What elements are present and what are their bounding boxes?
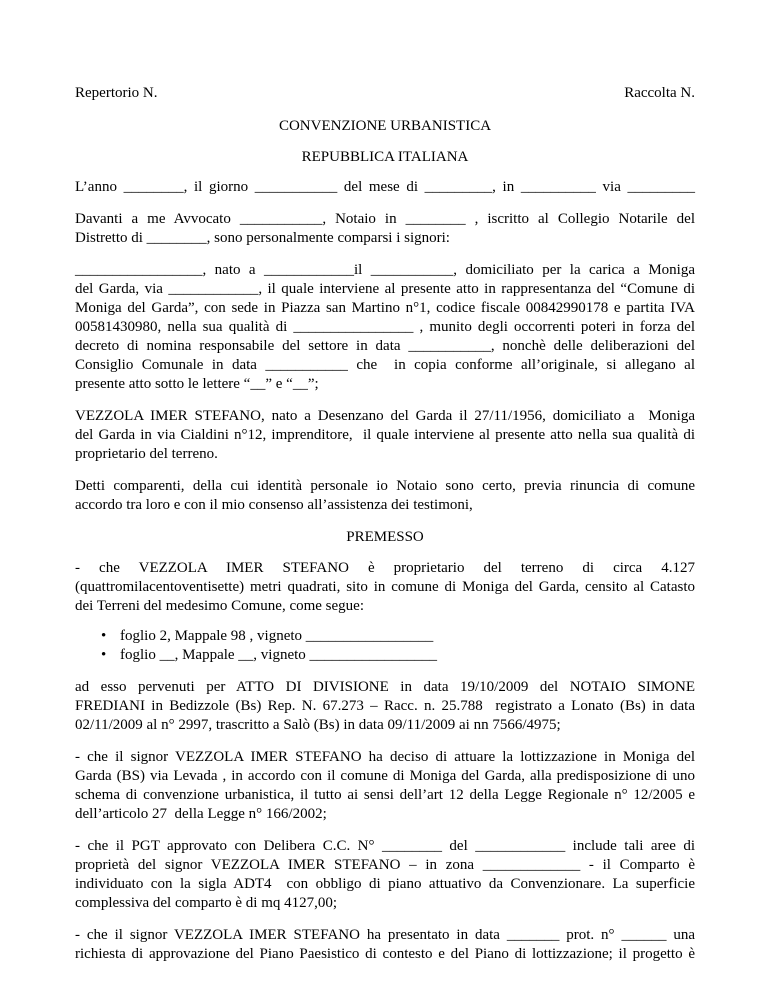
paragraph-line: proprietà del signor VEZZOLA IMER STEFANO – in zona _____________ - il Comparto è — [75, 857, 695, 873]
paragraph-line: individuato con la sigla ADT4 con obbligo di piano attuativo da Convenzionare. La superficie — [75, 876, 695, 892]
paragraph-line: - che il PGT approvato con Delibera C.C. N° ________ del ____________ include tali aree di — [75, 838, 695, 854]
bullet-icon: • — [101, 628, 107, 644]
paragraph-line: complessiva del comparto è di mq 4127,00; — [75, 895, 338, 911]
list-item-text: foglio 2, Mappale 98 , vigneto _________________ — [120, 628, 434, 644]
paragraph-line: Consiglio Comunale in data ___________ che in copia conforme all’originale, si allegano al — [75, 357, 695, 373]
paragraph-line: - che VEZZOLA IMER STEFANO è proprietario del terreno di circa 4.127 — [75, 560, 695, 576]
paragraph-line: presente atto sotto le lettere “__” e “__”; — [75, 376, 319, 392]
premesso-heading: PREMESSO — [346, 529, 424, 545]
paragraph-line: ad esso pervenuti per ATTO DI DIVISIONE in data 19/10/2009 del NOTAIO SIMONE — [75, 679, 695, 695]
paragraph-line: Detti comparenti, della cui identità personale io Notaio sono certo, previa rinuncia di comune — [75, 478, 695, 494]
paragraph-line: Garda (BS) via Levada , in accordo con il comune di Moniga del Garda, alla predisposizione di uno — [75, 768, 695, 784]
paragraph-line: dei Terreni del medesimo Comune, come segue: — [75, 598, 365, 614]
paragraph-line: richiesta di approvazione del Piano Paesistico di contesto e del Piano di lottizzazione; il progetto è — [75, 946, 695, 962]
paragraph-line: FREDIANI in Bedizzole (Bs) Rep. N. 67.273 – Racc. n. 25.788 registrato a Lonato (Bs) in data — [75, 698, 695, 714]
paragraph-line: VEZZOLA IMER STEFANO, nato a Desenzano del Garda il 27/11/1956, domiciliato a Moniga — [75, 408, 695, 424]
paragraph-line: - che il signor VEZZOLA IMER STEFANO ha presentato in data _______ prot. n° ______ una — [75, 927, 695, 943]
paragraph-line: 00581430980, nella sua qualità di ________________ , munito degli occorrenti poteri in forza del — [75, 319, 695, 335]
paragraph-line: Distretto di ________, sono personalmente comparsi i signori: — [75, 230, 450, 246]
paragraph-line: Davanti a me Avvocato ___________, Notaio in ________ , iscritto al Collegio Notarile del — [75, 211, 695, 227]
paragraph-line: proprietario del terreno. — [75, 446, 218, 462]
bullet-icon: • — [101, 647, 107, 663]
intro-line: L’anno ________, il giorno ___________ del mese di _________, in __________ via _________ — [75, 179, 695, 195]
document-title: CONVENZIONE URBANISTICA — [278, 118, 492, 134]
paragraph-line: dell’articolo 27 della Legge n° 166/2002; — [75, 806, 327, 822]
paragraph-line: accordo tra loro e con il mio consenso all’assistenza dei testimoni, — [75, 497, 473, 513]
paragraph-line: - che il signor VEZZOLA IMER STEFANO ha deciso di attuare la lottizzazione in Moniga del — [75, 749, 695, 765]
paragraph-line: _________________, nato a ____________il ___________, domiciliato per la carica a Moniga — [75, 262, 695, 278]
paragraph-line: schema di convenzione urbanistica, il tutto ai sensi dell’art 12 della Legge Regionale n° 12/2005 e — [75, 787, 695, 803]
paragraph-line: Moniga del Garda”, con sede in Piazza san Martino n°1, codice fiscale 00842990178 e partita IVA — [75, 300, 695, 316]
repertorio-label: Repertorio N. — [75, 85, 158, 101]
paragraph-line: decreto di nomina responsabile del settore in data ___________, nonchè delle deliberazioni del — [75, 338, 695, 354]
document-subtitle: REPUBBLICA ITALIANA — [301, 149, 469, 165]
paragraph-line: del Garda, via ____________, il quale interviene al presente atto in rappresentanza del “Comune di — [75, 281, 695, 297]
paragraph-line: (quattromilacentoventisette) metri quadrati, sito in comune di Moniga del Garda, censito al Catasto — [75, 579, 695, 595]
list-item-text: foglio __, Mappale __, vigneto _________________ — [120, 647, 438, 663]
raccolta-label: Raccolta N. — [624, 85, 695, 101]
paragraph-line: 02/11/2009 al n° 2997, trascritto a Salò (Bs) in data 09/11/2009 ai nn 7566/4975; — [75, 717, 561, 733]
paragraph-line: del Garda in via Cialdini n°12, imprenditore, il quale interviene al presente atto nella sua qualità di — [75, 427, 695, 443]
